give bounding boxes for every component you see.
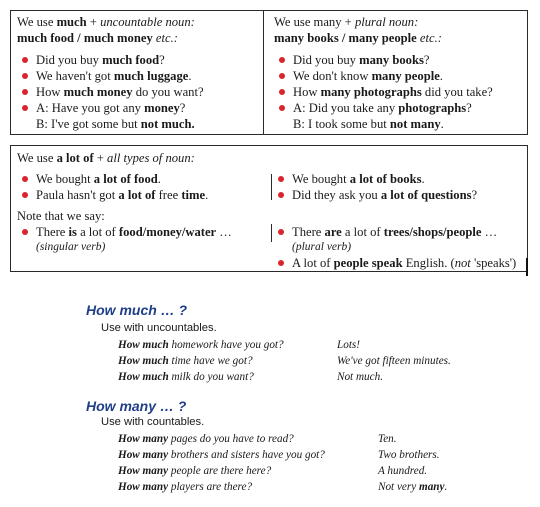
t: plural noun:	[354, 15, 419, 29]
t: We bought	[36, 172, 94, 186]
much-item-2	[36, 69, 192, 83]
t: did you take?	[421, 85, 493, 99]
t: players are there?	[168, 481, 253, 493]
t: .	[205, 188, 209, 202]
t: time	[181, 188, 206, 202]
t: ?	[423, 53, 430, 67]
much-intro	[17, 15, 195, 29]
t: Did they ask you	[292, 188, 381, 202]
t: We use	[17, 151, 57, 165]
t: ?	[179, 101, 186, 115]
t: We bought	[292, 172, 350, 186]
t: many	[419, 481, 445, 493]
t: a lot of books	[349, 172, 422, 186]
many-intro	[274, 15, 418, 29]
how-much-row-2-a: We've got fifteen minutes.	[337, 355, 451, 367]
t: A lot of	[292, 256, 334, 270]
alotof-right-1	[292, 172, 425, 186]
bullet-icon	[22, 57, 28, 63]
alotof-right-2	[292, 188, 477, 202]
how-much-row-1-a: Lots!	[337, 339, 361, 351]
t: a lot of	[56, 151, 94, 165]
bullet-icon	[279, 73, 285, 79]
t: How many	[118, 433, 169, 445]
t: (singular verb)	[36, 241, 106, 253]
t: B: I took some but	[293, 117, 390, 131]
bullet-icon	[278, 192, 284, 198]
bullet-icon	[278, 260, 284, 266]
t: .	[421, 172, 425, 186]
alotof-note-label	[17, 209, 105, 223]
t: We use many +	[274, 15, 355, 29]
alotof-left-note	[36, 225, 232, 239]
how-many-title: How many … ?	[86, 398, 187, 414]
alotof-right-note-1	[292, 225, 497, 239]
t: 'speaks')	[470, 256, 517, 270]
t: a lot of	[118, 188, 156, 202]
t: photographs	[398, 101, 467, 115]
t: pages do you have to read?	[168, 433, 294, 445]
t: How many	[118, 465, 169, 477]
text-cursor	[526, 258, 528, 276]
how-many-row-4-a	[378, 481, 447, 493]
much-item-1	[36, 53, 165, 67]
alotof-left-note-sub	[36, 240, 105, 254]
many-item-1	[293, 53, 429, 67]
alotof-left-1	[36, 172, 161, 186]
t: much food / much money	[17, 31, 153, 45]
alotof-right-note-2	[292, 256, 516, 270]
t: Did you buy	[36, 53, 103, 67]
t: There	[36, 225, 69, 239]
bullet-icon	[279, 57, 285, 63]
t: .	[440, 117, 444, 131]
t: Not very	[378, 481, 420, 493]
bullet-icon	[278, 176, 284, 182]
t: There	[292, 225, 325, 239]
t: food/money/water	[118, 225, 217, 239]
t: We don't know	[293, 69, 372, 83]
how-much-row-2-q	[118, 355, 253, 367]
alotof-right-note-sub	[292, 240, 351, 254]
t: etc.:	[416, 31, 442, 45]
t: trees/shops/people	[383, 225, 482, 239]
t: How much	[118, 355, 169, 367]
bullet-icon	[279, 89, 285, 95]
many-item-2	[293, 69, 443, 83]
t: Paula hasn't got	[36, 188, 119, 202]
many-example	[274, 31, 442, 45]
t: much food	[102, 53, 160, 67]
how-many-row-2-a: Two brothers.	[378, 449, 440, 461]
bullet-icon	[22, 89, 28, 95]
how-much-row-1-q	[118, 339, 284, 351]
box2-divider-2	[271, 224, 272, 242]
t: ?	[466, 101, 472, 115]
t: money	[144, 101, 180, 115]
t: many people	[371, 69, 440, 83]
t: …	[216, 225, 232, 239]
t: .	[157, 172, 161, 186]
t: B: I've got some but	[36, 117, 141, 131]
alotof-left-2	[36, 188, 208, 202]
t: homework have you got?	[168, 339, 284, 351]
bullet-icon	[22, 229, 28, 235]
t: not many	[389, 117, 441, 131]
much-example	[17, 31, 178, 45]
how-much-row-3-q	[118, 371, 254, 383]
t: How much	[118, 339, 169, 351]
bullet-icon	[278, 229, 284, 235]
t: Did you buy	[293, 53, 360, 67]
t: people speak	[333, 256, 403, 270]
t: We haven't got	[36, 69, 114, 83]
t: +	[93, 151, 108, 165]
how-many-row-4-q	[118, 481, 252, 493]
many-item-4	[293, 101, 472, 115]
how-many-row-3-q	[118, 465, 271, 477]
box2-divider	[271, 174, 272, 200]
t: a lot of	[76, 225, 119, 239]
t: (plural verb)	[292, 241, 352, 253]
t: English. (	[402, 256, 455, 270]
t: much	[56, 15, 87, 29]
t: much luggage	[113, 69, 189, 83]
t: .	[444, 481, 448, 493]
bullet-icon	[22, 176, 28, 182]
bullet-icon	[22, 73, 28, 79]
t: many books	[359, 53, 424, 67]
t: many photographs	[320, 85, 422, 99]
t: people are there here?	[168, 465, 272, 477]
alotof-intro	[17, 151, 195, 165]
t: not much.	[140, 117, 195, 131]
t: .	[188, 69, 192, 83]
t: A: Have you got any	[36, 101, 145, 115]
t: Note that we say:	[17, 209, 105, 223]
t: How	[36, 85, 64, 99]
t: How many	[118, 481, 169, 493]
t: do you want?	[132, 85, 204, 99]
t: A: Did you take any	[293, 101, 399, 115]
t: a lot of food	[93, 172, 158, 186]
box1-divider	[263, 11, 264, 134]
bullet-icon	[22, 105, 28, 111]
t: We use	[17, 15, 57, 29]
how-much-row-3-a: Not much.	[337, 371, 383, 383]
how-many-sub: Use with countables.	[101, 416, 205, 428]
t: is	[68, 225, 77, 239]
t: a lot of	[341, 225, 384, 239]
t: How much	[118, 371, 169, 383]
t: brothers and sisters have you got?	[168, 449, 325, 461]
bullet-icon	[279, 105, 285, 111]
t: ?	[471, 188, 478, 202]
bullet-icon	[22, 192, 28, 198]
much-item-3	[36, 85, 204, 99]
how-many-row-1-a: Ten.	[378, 433, 397, 445]
much-item-b	[36, 117, 195, 131]
many-item-b	[293, 117, 444, 131]
how-much-title: How much … ?	[86, 302, 188, 318]
t: …	[481, 225, 498, 239]
how-many-row-2-q	[118, 449, 325, 461]
t: +	[86, 15, 101, 29]
how-much-sub: Use with uncountables.	[101, 322, 217, 334]
t: How	[293, 85, 321, 99]
t: time have we got?	[168, 355, 253, 367]
many-item-3	[293, 85, 493, 99]
t: milk do you want?	[168, 371, 254, 383]
t: many books / many people	[274, 31, 417, 45]
t: ?	[159, 53, 165, 67]
t: not	[454, 256, 471, 270]
t: free	[155, 188, 182, 202]
t: How many	[118, 449, 169, 461]
t: all types of noun:	[107, 151, 195, 165]
how-many-row-3-a: A hundred.	[378, 465, 428, 477]
t: .	[439, 69, 443, 83]
t: are	[324, 225, 342, 239]
t: much money	[63, 85, 133, 99]
t: uncountable noun:	[100, 15, 195, 29]
t: etc.:	[152, 31, 178, 45]
much-item-4	[36, 101, 185, 115]
t: a lot of questions	[380, 188, 472, 202]
how-many-row-1-q	[118, 433, 294, 445]
